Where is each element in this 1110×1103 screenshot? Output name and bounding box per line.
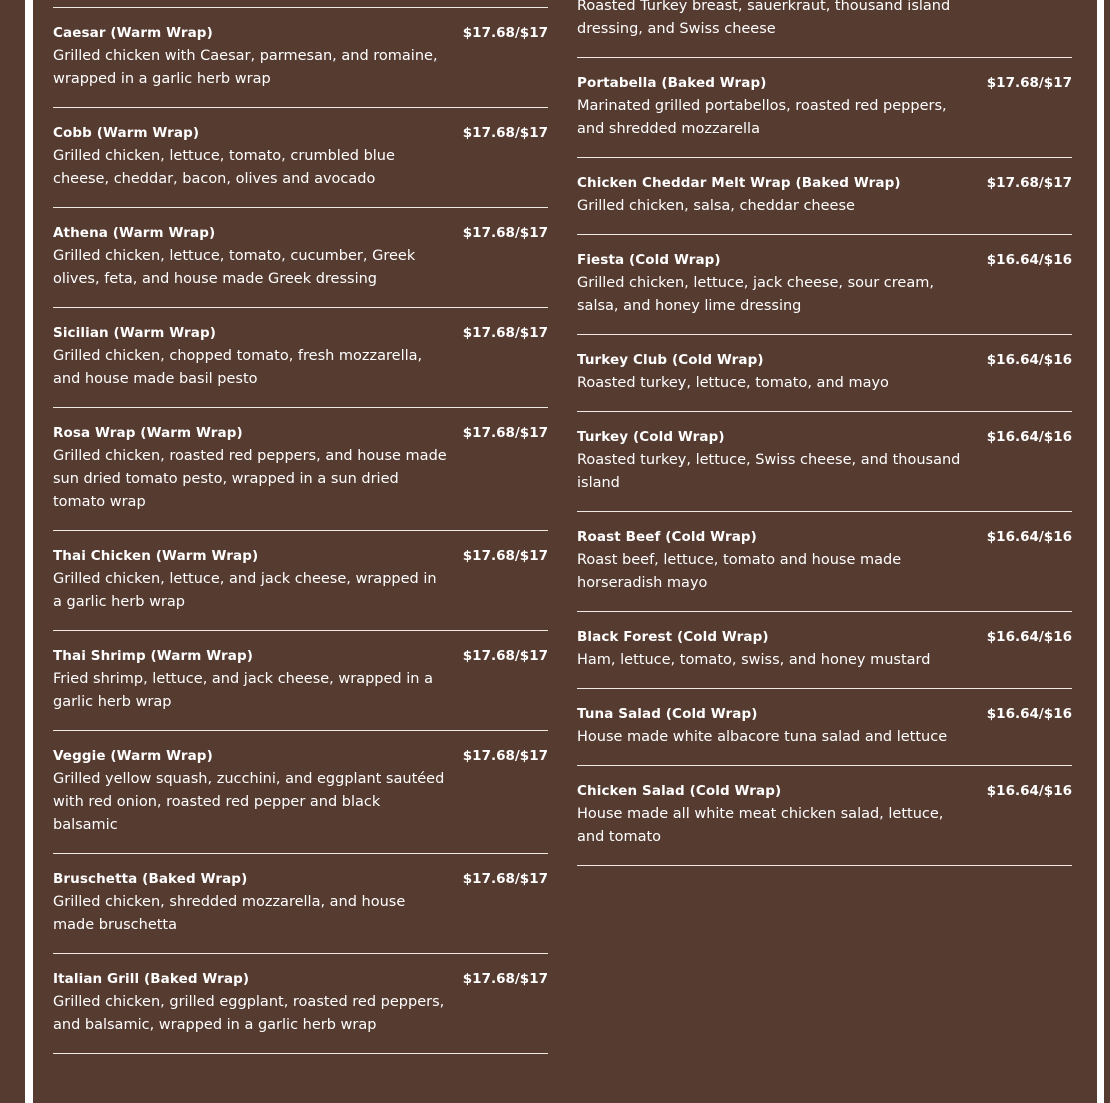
- item-name: Athena (Warm Wrap): [53, 225, 216, 241]
- left-border-strip: [0, 0, 25, 1103]
- item-description: Grilled yellow squash, zucchini, and eggplant sautéed with red onion, roasted red pepper and black balsamic: [53, 771, 445, 833]
- item-price: $16.64/$16: [986, 429, 1072, 445]
- item-description: Roasted turkey, lettuce, Swiss cheese, and thousand island: [577, 452, 961, 491]
- item-name: Veggie (Warm Wrap): [53, 748, 213, 764]
- item-description: Grilled chicken, lettuce, and jack cheese, wrapped in a garlic herb wrap: [53, 571, 437, 610]
- item-price: $17.68/$17: [462, 871, 548, 887]
- item-name: Black Forest (Cold Wrap): [577, 629, 769, 645]
- item-description: Grilled chicken, lettuce, tomato, crumbled blue cheese, cheddar, bacon, olives and avocado: [53, 148, 395, 187]
- item-description: Grilled chicken, salsa, cheddar cheese: [577, 198, 855, 214]
- item-name: Roast Beef (Cold Wrap): [577, 529, 757, 545]
- item-description: Grilled chicken with Caesar, parmesan, and romaine, wrapped in a garlic herb wrap: [53, 48, 438, 87]
- item-name: Sicilian (Warm Wrap): [53, 325, 217, 341]
- item-price: $16.64/$16: [986, 783, 1072, 799]
- menu-item: [53, 531, 548, 631]
- menu-item: [53, 8, 548, 108]
- item-name: Tuna Salad (Cold Wrap): [577, 706, 758, 722]
- menu-item: [577, 58, 1072, 158]
- item-price: $17.68/$17: [462, 648, 548, 664]
- item-price: $17.68/$17: [462, 748, 548, 764]
- item-description: Ham, lettuce, tomato, swiss, and honey mustard: [577, 652, 931, 668]
- menu-panel: [33, 0, 1097, 1103]
- item-description: House made white albacore tuna salad and lettuce: [577, 729, 948, 745]
- menu-item: [577, 512, 1072, 612]
- right-border-strip: [1104, 0, 1110, 1103]
- item-price: $17.68/$17: [986, 75, 1072, 91]
- menu-item: [53, 854, 548, 954]
- item-description: Roasted turkey, lettuce, tomato, and mayo: [577, 375, 889, 391]
- item-description: Grilled chicken, roasted red peppers, and house made sun dried tomato pesto, wrapped in a sun dried tomato wrap: [53, 448, 447, 510]
- item-name: Chicken Cheddar Melt Wrap (Baked Wrap): [577, 175, 901, 191]
- item-price: $17.68/$17: [462, 548, 548, 564]
- item-name: Turkey (Cold Wrap): [577, 429, 725, 445]
- menu-item: [577, 689, 1072, 766]
- menu-item: [577, 412, 1072, 512]
- item-price: $17.68/$17: [462, 125, 548, 141]
- menu-item: [577, 335, 1072, 412]
- item-description: Roast beef, lettuce, tomato and house made horseradish mayo: [577, 552, 902, 591]
- menu-item: [53, 408, 548, 531]
- item-description: Marinated grilled portabellos, roasted red peppers, and shredded mozzarella: [577, 98, 947, 137]
- item-price: $17.68/$17: [986, 175, 1072, 191]
- item-price: $17.68/$17: [462, 25, 548, 41]
- item-price: $16.64/$16: [986, 529, 1072, 545]
- item-name: Bruschetta (Baked Wrap): [53, 871, 248, 887]
- item-description: Grilled chicken, lettuce, tomato, cucumber, Greek olives, feta, and house made Greek dressing: [53, 248, 416, 287]
- item-name: Italian Grill (Baked Wrap): [53, 971, 250, 987]
- menu-item: [53, 108, 548, 208]
- item-price: $17.68/$17: [462, 225, 548, 241]
- item-description: Roasted Turkey breast, sauerkraut, thousand island dressing, and Swiss cheese: [577, 0, 951, 37]
- item-description: Grilled chicken, grilled eggplant, roasted red peppers, and balsamic, wrapped in a garlic herb wrap: [53, 994, 445, 1033]
- item-price: $16.64/$16: [986, 629, 1072, 645]
- menu-item: [577, 235, 1072, 335]
- divider: [53, 0, 548, 8]
- item-description: Fried shrimp, lettuce, and jack cheese, wrapped in a garlic herb wrap: [53, 671, 433, 710]
- item-name: Cobb (Warm Wrap): [53, 125, 200, 141]
- item-name: Thai Shrimp (Warm Wrap): [53, 648, 253, 664]
- item-name: Chicken Salad (Cold Wrap): [577, 783, 782, 799]
- menu-item: [577, 766, 1072, 866]
- menu-item: [577, 158, 1072, 235]
- menu-item: [53, 308, 548, 408]
- menu-item: [53, 954, 548, 1054]
- item-name: Rosa Wrap (Warm Wrap): [53, 425, 243, 441]
- item-name: Caesar (Warm Wrap): [53, 25, 213, 41]
- item-price: $17.68/$17: [462, 425, 548, 441]
- item-description: House made all white meat chicken salad, lettuce, and tomato: [577, 806, 944, 845]
- menu-column-right: [577, 0, 1072, 866]
- menu-item: [53, 731, 548, 854]
- item-price: $16.64/$16: [986, 352, 1072, 368]
- item-description: Grilled chicken, shredded mozzarella, and house made bruschetta: [53, 894, 406, 933]
- item-name: Fiesta (Cold Wrap): [577, 252, 721, 268]
- item-price: $16.64/$16: [986, 252, 1072, 268]
- item-name: Turkey Club (Cold Wrap): [577, 352, 764, 368]
- menu-item: [577, 612, 1072, 689]
- item-name: Portabella (Baked Wrap): [577, 75, 767, 91]
- item-name: Thai Chicken (Warm Wrap): [53, 548, 259, 564]
- item-description: Grilled chicken, chopped tomato, fresh mozzarella, and house made basil pesto: [53, 348, 423, 387]
- menu-column-left: [53, 0, 548, 1054]
- menu-item: [53, 208, 548, 308]
- item-price: $16.64/$16: [986, 706, 1072, 722]
- item-description: Grilled chicken, lettuce, jack cheese, sour cream, salsa, and honey lime dressing: [577, 275, 934, 314]
- menu-item-partial: [577, 0, 1072, 58]
- item-price: $17.68/$17: [462, 971, 548, 987]
- item-price: $17.68/$17: [462, 325, 548, 341]
- menu-item: [53, 631, 548, 731]
